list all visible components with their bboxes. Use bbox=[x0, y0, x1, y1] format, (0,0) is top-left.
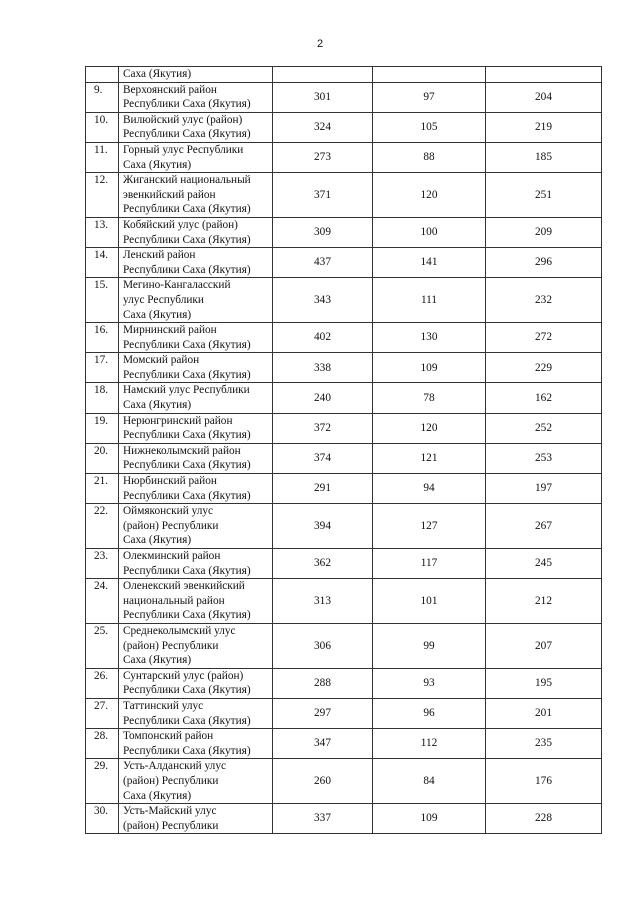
value-total-cell: 240 bbox=[273, 383, 373, 413]
value-total-cell: 324 bbox=[273, 112, 373, 142]
table-row bbox=[86, 278, 602, 323]
district-name-cell: Оймяконский улус (район) Республики Саха (Якутия) bbox=[119, 504, 273, 549]
row-number-cell: 14. bbox=[86, 248, 119, 278]
value-total-cell: 313 bbox=[273, 579, 373, 624]
value-second-cell: 111 bbox=[373, 278, 486, 323]
value-total-cell: 338 bbox=[273, 353, 373, 383]
row-number-cell: 16. bbox=[86, 323, 119, 353]
district-name-cell: Момский район Республики Саха (Якутия) bbox=[119, 353, 273, 383]
row-number-cell: 24. bbox=[86, 579, 119, 624]
table-row bbox=[86, 443, 602, 473]
value-third-cell: 212 bbox=[486, 579, 602, 624]
row-number-cell: 22. bbox=[86, 504, 119, 549]
district-name-cell: Верхоянский район Республики Саха (Якутия) bbox=[119, 82, 273, 112]
value-total-cell: 273 bbox=[273, 142, 373, 172]
value-total-cell: 260 bbox=[273, 759, 373, 804]
table-row bbox=[86, 668, 602, 698]
district-name-cell: Горный улус Республики Саха (Якутия) bbox=[119, 142, 273, 172]
row-number-cell: 23. bbox=[86, 549, 119, 579]
value-total-cell: 394 bbox=[273, 504, 373, 549]
value-second-cell: 84 bbox=[373, 759, 486, 804]
page-number: 2 bbox=[316, 38, 324, 50]
value-second-cell: 93 bbox=[373, 668, 486, 698]
value-second-cell: 141 bbox=[373, 248, 486, 278]
district-name-cell: Сунтарский улус (район) Республики Саха (Якутия) bbox=[119, 668, 273, 698]
row-number-cell: 9. bbox=[86, 82, 119, 112]
value-second-cell: 120 bbox=[373, 413, 486, 443]
table-row bbox=[86, 112, 602, 142]
value-total-cell: 402 bbox=[273, 323, 373, 353]
value-second-cell: 96 bbox=[373, 698, 486, 728]
value-total-cell: 337 bbox=[273, 804, 373, 834]
row-number-cell: 12. bbox=[86, 173, 119, 218]
value-third-cell: 201 bbox=[486, 698, 602, 728]
table-row bbox=[86, 323, 602, 353]
row-number-cell: 13. bbox=[86, 217, 119, 247]
row-number-cell: 30. bbox=[86, 804, 119, 834]
table-row-continuation bbox=[86, 67, 602, 83]
value-second-cell: 109 bbox=[373, 804, 486, 834]
value-second-cell: 117 bbox=[373, 549, 486, 579]
district-name-cell: Усть-Майский улус (район) Республики bbox=[119, 804, 273, 834]
table-row bbox=[86, 383, 602, 413]
row-number-cell: 20. bbox=[86, 443, 119, 473]
district-name-cell: Мирнинский район Республики Саха (Якутия) bbox=[119, 323, 273, 353]
value-second-cell: 121 bbox=[373, 443, 486, 473]
table-row bbox=[86, 623, 602, 668]
value-total-cell: 374 bbox=[273, 443, 373, 473]
row-number-cell: 29. bbox=[86, 759, 119, 804]
table-row bbox=[86, 248, 602, 278]
value-second-cell: 100 bbox=[373, 217, 486, 247]
table-row bbox=[86, 698, 602, 728]
row-number-cell: 10. bbox=[86, 112, 119, 142]
value-cell bbox=[486, 67, 602, 83]
row-number-cell: 11. bbox=[86, 142, 119, 172]
value-third-cell: 251 bbox=[486, 173, 602, 218]
district-name-cell: Ленский район Республики Саха (Якутия) bbox=[119, 248, 273, 278]
row-number-cell: 15. bbox=[86, 278, 119, 323]
district-name-cell: Кобяйский улус (район) Республики Саха (Якутия) bbox=[119, 217, 273, 247]
value-third-cell: 245 bbox=[486, 549, 602, 579]
table-row bbox=[86, 173, 602, 218]
table-row bbox=[86, 504, 602, 549]
row-number-cell: 17. bbox=[86, 353, 119, 383]
value-total-cell: 347 bbox=[273, 729, 373, 759]
district-name-cell: Таттинский улус Республики Саха (Якутия) bbox=[119, 698, 273, 728]
value-second-cell: 101 bbox=[373, 579, 486, 624]
table-row bbox=[86, 474, 602, 504]
table-row bbox=[86, 142, 602, 172]
district-name-cell: Нижнеколымский район Республики Саха (Якутия) bbox=[119, 443, 273, 473]
value-third-cell: 272 bbox=[486, 323, 602, 353]
value-total-cell: 372 bbox=[273, 413, 373, 443]
value-third-cell: 204 bbox=[486, 82, 602, 112]
value-cell bbox=[273, 67, 373, 83]
table-row bbox=[86, 729, 602, 759]
table-row bbox=[86, 217, 602, 247]
table-row bbox=[86, 82, 602, 112]
value-total-cell: 288 bbox=[273, 668, 373, 698]
value-third-cell: 296 bbox=[486, 248, 602, 278]
value-third-cell: 253 bbox=[486, 443, 602, 473]
value-total-cell: 371 bbox=[273, 173, 373, 218]
district-name-cell: Олекминский район Республики Саха (Якутия) bbox=[119, 549, 273, 579]
district-name-cell: Томпонский район Республики Саха (Якутия) bbox=[119, 729, 273, 759]
value-third-cell: 219 bbox=[486, 112, 602, 142]
value-total-cell: 309 bbox=[273, 217, 373, 247]
value-total-cell: 437 bbox=[273, 248, 373, 278]
value-third-cell: 229 bbox=[486, 353, 602, 383]
district-name-cell: Нюрбинский район Республики Саха (Якутия) bbox=[119, 474, 273, 504]
district-name-cell: Нерюнгринский район Республики Саха (Якутия) bbox=[119, 413, 273, 443]
row-number-cell: 19. bbox=[86, 413, 119, 443]
data-table bbox=[85, 66, 602, 834]
value-third-cell: 232 bbox=[486, 278, 602, 323]
district-name-cell: Среднеколымский улус (район) Республики Саха (Якутия) bbox=[119, 623, 273, 668]
row-number-cell: 18. bbox=[86, 383, 119, 413]
value-second-cell: 112 bbox=[373, 729, 486, 759]
value-second-cell: 130 bbox=[373, 323, 486, 353]
district-name-cell: Намский улус Республики Саха (Якутия) bbox=[119, 383, 273, 413]
value-third-cell: 197 bbox=[486, 474, 602, 504]
table-row bbox=[86, 353, 602, 383]
value-third-cell: 185 bbox=[486, 142, 602, 172]
table-row bbox=[86, 549, 602, 579]
value-second-cell: 78 bbox=[373, 383, 486, 413]
value-total-cell: 291 bbox=[273, 474, 373, 504]
value-total-cell: 362 bbox=[273, 549, 373, 579]
row-number-cell: 28. bbox=[86, 729, 119, 759]
district-name-cell: Вилюйский улус (район) Республики Саха (Якутия) bbox=[119, 112, 273, 142]
value-second-cell: 109 bbox=[373, 353, 486, 383]
value-cell bbox=[373, 67, 486, 83]
row-number-cell bbox=[86, 67, 119, 83]
value-total-cell: 306 bbox=[273, 623, 373, 668]
value-third-cell: 195 bbox=[486, 668, 602, 698]
table-row bbox=[86, 804, 602, 834]
value-second-cell: 105 bbox=[373, 112, 486, 142]
district-name-cell: Оленекский эвенкийский национальный район Республики Саха (Якутия) bbox=[119, 579, 273, 624]
value-third-cell: 228 bbox=[486, 804, 602, 834]
value-second-cell: 88 bbox=[373, 142, 486, 172]
value-third-cell: 207 bbox=[486, 623, 602, 668]
row-number-cell: 25. bbox=[86, 623, 119, 668]
value-total-cell: 343 bbox=[273, 278, 373, 323]
value-total-cell: 301 bbox=[273, 82, 373, 112]
value-second-cell: 120 bbox=[373, 173, 486, 218]
value-second-cell: 127 bbox=[373, 504, 486, 549]
value-total-cell: 297 bbox=[273, 698, 373, 728]
row-number-cell: 26. bbox=[86, 668, 119, 698]
value-second-cell: 97 bbox=[373, 82, 486, 112]
district-name-cell: Мегино-Кангаласский улус Республики Саха (Якутия) bbox=[119, 278, 273, 323]
value-third-cell: 235 bbox=[486, 729, 602, 759]
value-second-cell: 94 bbox=[373, 474, 486, 504]
district-name-cell: Усть-Алданский улус (район) Республики Саха (Якутия) bbox=[119, 759, 273, 804]
value-third-cell: 162 bbox=[486, 383, 602, 413]
value-third-cell: 176 bbox=[486, 759, 602, 804]
table-row bbox=[86, 579, 602, 624]
value-third-cell: 209 bbox=[486, 217, 602, 247]
district-name-cell: Жиганский национальный эвенкийский район Республики Саха (Якутия) bbox=[119, 173, 273, 218]
value-second-cell: 99 bbox=[373, 623, 486, 668]
district-name-cell: Саха (Якутия) bbox=[119, 67, 273, 83]
value-third-cell: 252 bbox=[486, 413, 602, 443]
value-third-cell: 267 bbox=[486, 504, 602, 549]
table-row bbox=[86, 413, 602, 443]
row-number-cell: 21. bbox=[86, 474, 119, 504]
table-row bbox=[86, 759, 602, 804]
row-number-cell: 27. bbox=[86, 698, 119, 728]
